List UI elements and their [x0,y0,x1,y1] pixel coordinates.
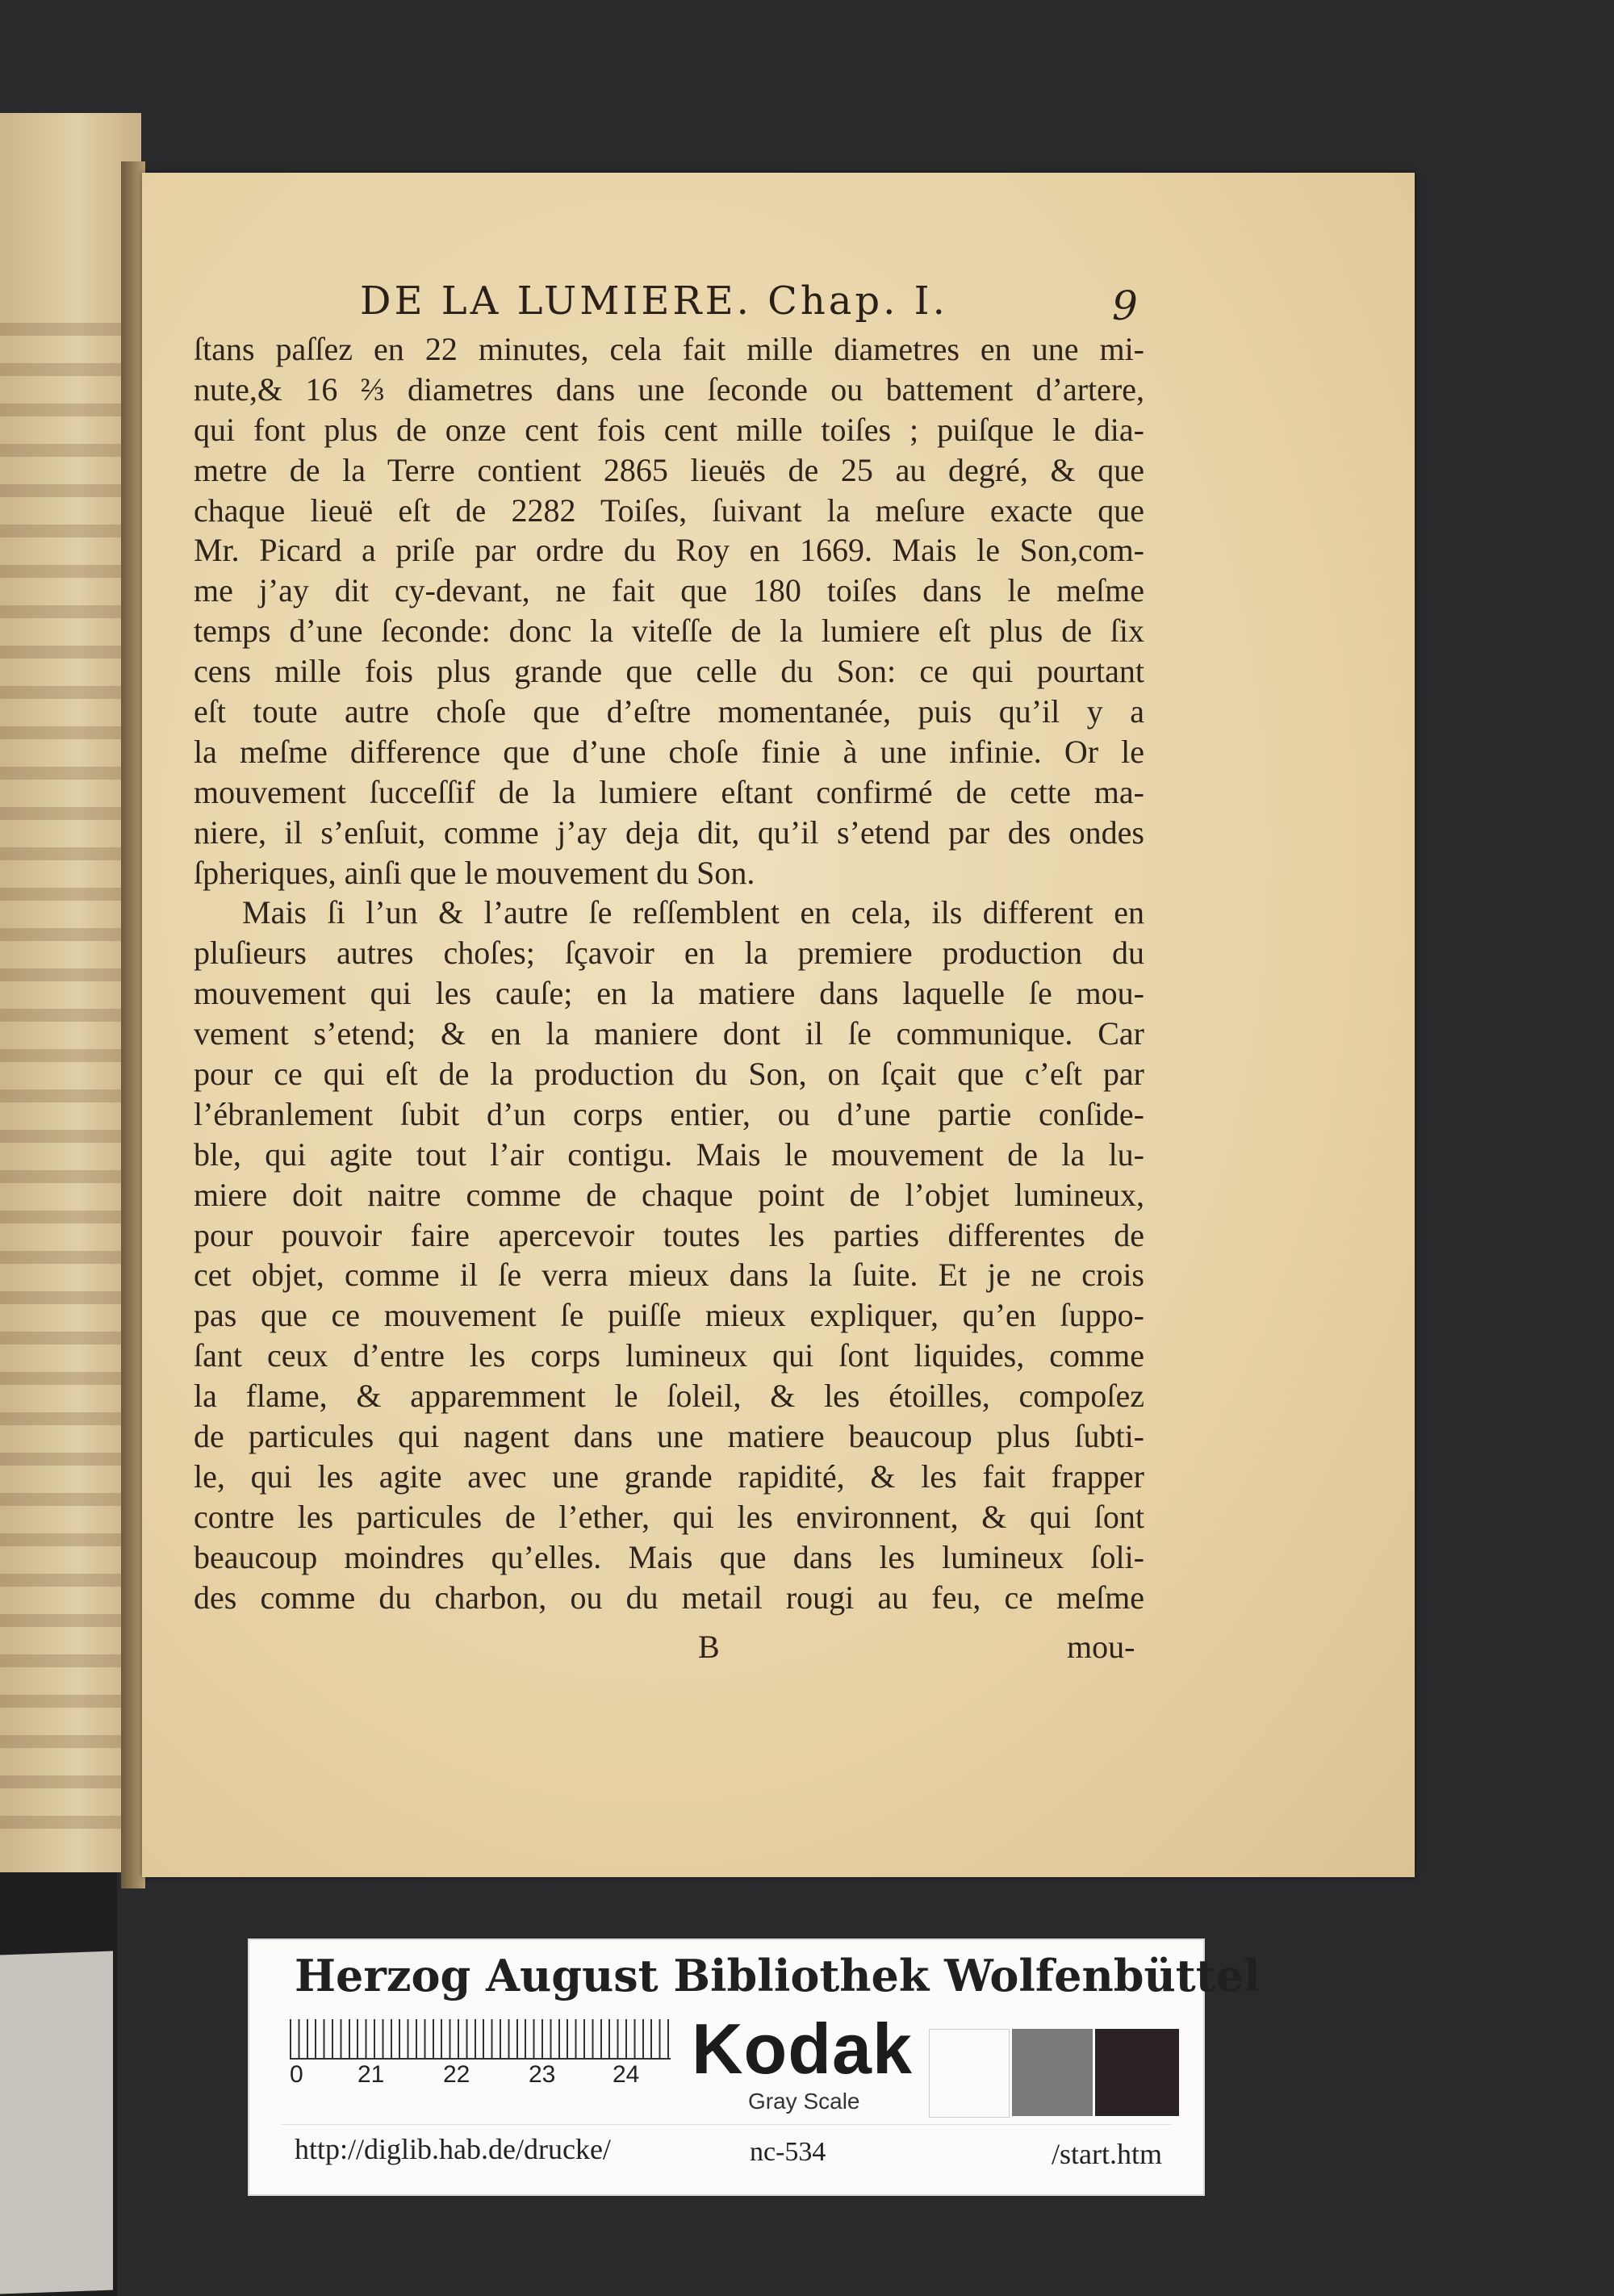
text-line: cet objet, comme il ſe verra mieux dans la ſuite. Et je ne crois [194,1257,1144,1294]
text-line: ſant ceux d’entre les corps lumineux qui ſont liquides, comme [194,1337,1144,1374]
scale-ruler [290,2019,671,2060]
text-line: pluſieurs autres choſes; ſçavoir en la premiere production du [194,935,1144,972]
page-number: 9 [1112,282,1138,329]
ruler-number: 22 [443,2061,470,2088]
text-line: temps d’une ſeconde: donc la viteſſe de la lumiere eſt plus de ſix [194,613,1144,650]
text-line: la meſme difference que d’une choſe finie à une infinie. Or le [194,733,1144,770]
library-url: http://diglib.hab.de/drucke/ [295,2133,611,2165]
text-line: chaque lieuë eſt de 2282 Toiſes, ſuivant la meſure exacte que [194,491,1144,529]
body-text [194,329,1144,1618]
ruler-number: 21 [358,2061,385,2088]
text-line: pour ce qui eſt de la production du Son, on ſçait que c’eſt par [194,1056,1144,1093]
text-line: ſpheriques, ainſi que le mouvement du Son. [194,854,755,891]
start-page-path: /start.htm [1052,2138,1162,2170]
white-patch [929,2029,1010,2118]
text-line: pour pouvoir faire apercevoir toutes les parties differentes de [194,1216,1144,1253]
shelfmark-code: nc-534 [750,2137,826,2167]
ruler-number: 24 [613,2061,640,2088]
library-name: Herzog August Bibliothek Wolfenbüttel [295,1950,1261,2001]
text-line: contre les particules de l’ether, qui les environnent, & qui ſont [194,1498,1144,1535]
text-line: mouvement ſucceſſif de la lumiere eſtant confirmé de cette ma- [194,773,1144,810]
text-line: pas que ce mouvement ſe puiſſe mieux expliquer, qu’en ſuppo- [194,1297,1144,1334]
text-line: mouvement qui les cauſe; en la matiere dans laquelle ſe mou- [194,975,1144,1012]
divider [282,2124,1171,2125]
left-page-text-lines [0,323,121,1856]
text-line: Mais ſi l’un & l’autre ſe reſſemblent en cela, ils different en [242,894,1144,931]
running-head: DE LA LUMIERE. Chap. I. [360,278,948,324]
text-line: metre de la Terre contient 2865 lieuës de 25 au degré, & que [194,451,1144,488]
ruler-numbers [290,2061,677,2093]
text-line: de particules qui nagent dans une matiere beaucoup plus ſubti- [194,1418,1144,1455]
gray-scale-label: Gray Scale [748,2089,860,2114]
gray-patch [1012,2029,1093,2116]
text-line: vement s’etend; & en la maniere dont il ſe communique. Car [194,1015,1144,1052]
text-line: eſt toute autre choſe que d’eſtre momentanée, puis qu’il y a [194,693,1144,730]
text-line: nute,& 16 ⅔ diametres dans une ſeconde ou battement d’artere, [194,370,1144,408]
left-card-fragment [0,1951,113,2294]
text-line: qui font plus de onze cent fois cent mille toiſes ; puiſque le dia- [194,411,1144,448]
text-line: des comme du charbon, ou du metail rougi au feu, ce meſme [194,1579,1144,1616]
text-line: ſtans paſſez en 22 minutes, cela fait mille diametres en une mi- [194,331,1144,367]
left-page-fragment [0,113,141,1872]
text-line: me j’ay dit cy-devant, ne fait que 180 toiſes dans le meſme [194,572,1144,609]
text-line: cens mille fois plus grande que celle du Son: ce qui pourtant [194,653,1144,690]
library-target-card [248,1938,1261,2196]
text-line: niere, il s’enſuit, comme j’ay deja dit, qu’il s’etend par des ondes [194,813,1144,851]
text-line: l’ébranlement ſubit d’un corps entier, ou d’une partie conſide- [194,1095,1144,1132]
text-line: ble, qui agite tout l’air contigu. Mais le mouvement de la lu- [194,1135,1144,1173]
ruler-number: 23 [529,2061,556,2088]
black-patch [1095,2029,1179,2116]
text-line: la flame, & apparemment le ſoleil, & les étoilles, compoſez [194,1378,1144,1415]
kodak-logo: Kodak [692,2009,913,2089]
text-line: beaucoup moindres qu’elles. Mais que dans les lumineux ſoli- [194,1538,1144,1575]
signature-mark: B [698,1629,720,1665]
ruler-number: 0 [290,2061,303,2088]
catchword: mou- [1067,1629,1135,1665]
text-line: le, qui les agite avec une grande rapidité, & les fait frapper [194,1457,1144,1495]
text-line: miere doit naitre comme de chaque point de l’objet lumineux, [194,1176,1144,1213]
text-line: Mr. Picard a priſe par ordre du Roy en 1669. Mais le Son,com- [194,532,1144,569]
